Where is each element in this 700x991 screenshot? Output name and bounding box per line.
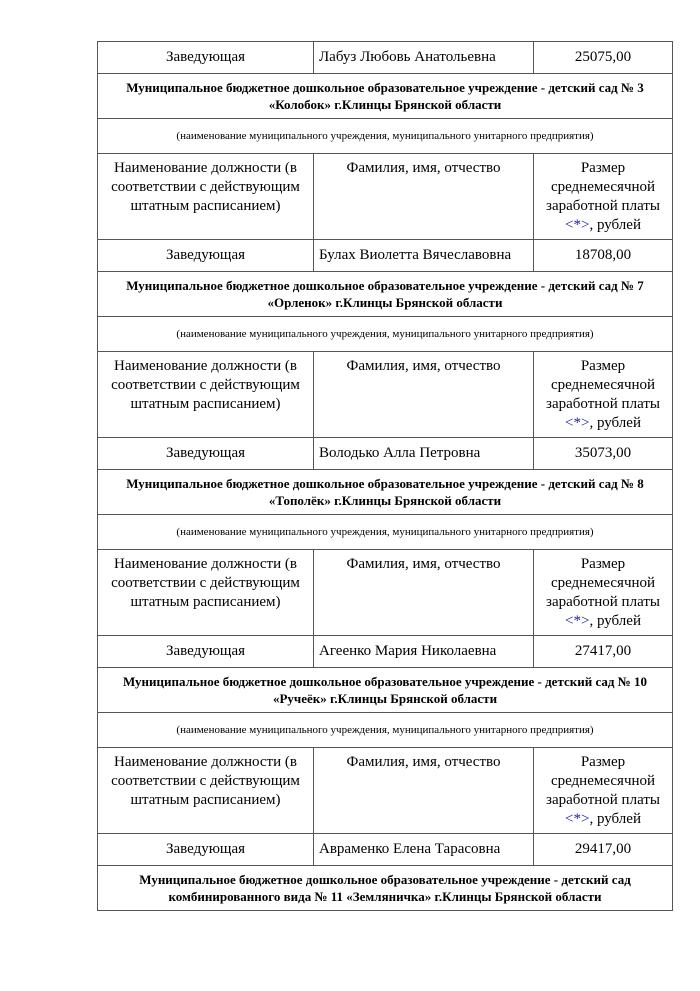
caption-row <box>98 119 673 154</box>
institution-name: Муниципальное бюджетное дошкольное образовательное учреждение - детский сад № 7 «Орленок» г.Клинцы Брянской области <box>98 272 673 317</box>
header-salary <box>534 154 673 240</box>
header-salary-label: Размер среднемесячной заработной платы <box>546 160 660 214</box>
footnote-link[interactable]: <*> <box>565 811 590 827</box>
caption-row <box>98 317 673 352</box>
header-salary-unit: , рублей <box>589 415 641 431</box>
institution-name: Муниципальное бюджетное дошкольное образовательное учреждение - детский сад № 8 «Тополёк» г.Клинцы Брянской области <box>98 470 673 515</box>
salary-cell: 27417,00 <box>534 636 673 668</box>
salary-cell: 18708,00 <box>534 240 673 272</box>
salary-cell: 25075,00 <box>534 42 673 74</box>
salary-cell: 29417,00 <box>534 834 673 866</box>
header-salary <box>534 352 673 438</box>
salary-cell: 35073,00 <box>534 438 673 470</box>
position-row <box>98 834 673 866</box>
column-header-row <box>98 154 673 240</box>
header-full-name: Фамилия, имя, отчество <box>314 154 534 240</box>
header-position-title: Наименование должности (в соответствии с действующим штатным расписанием) <box>98 352 314 438</box>
caption-row <box>98 515 673 550</box>
footnote-link[interactable]: <*> <box>565 415 590 431</box>
position-cell: Заведующая <box>98 240 314 272</box>
header-full-name: Фамилия, имя, отчество <box>314 352 534 438</box>
header-salary-unit: , рублей <box>589 811 641 827</box>
institution-caption: (наименование муниципального учреждения, муниципального унитарного предприятия) <box>98 515 673 550</box>
full-name-cell: Булах Виолетта Вячеславовна <box>314 240 534 272</box>
header-salary-unit: , рублей <box>589 217 641 233</box>
institution-name: Муниципальное бюджетное дошкольное образовательное учреждение - детский сад № 10 «Ручеёк» г.Клинцы Брянской области <box>98 668 673 713</box>
institution-name: Муниципальное бюджетное дошкольное образовательное учреждение - детский сад комбинированного вида № 11 «Земляничка» г.Клинцы Брянской области <box>98 866 673 911</box>
institution-caption: (наименование муниципального учреждения, муниципального унитарного предприятия) <box>98 713 673 748</box>
header-position-title: Наименование должности (в соответствии с действующим штатным расписанием) <box>98 154 314 240</box>
salary-table-body <box>98 42 673 911</box>
position-row <box>98 438 673 470</box>
full-name-cell: Лабуз Любовь Анатольевна <box>314 42 534 74</box>
institution-caption: (наименование муниципального учреждения, муниципального унитарного предприятия) <box>98 119 673 154</box>
footnote-link[interactable]: <*> <box>565 217 590 233</box>
position-cell: Заведующая <box>98 834 314 866</box>
institution-name-row <box>98 272 673 317</box>
header-full-name: Фамилия, имя, отчество <box>314 550 534 636</box>
institution-name-row <box>98 668 673 713</box>
column-header-row <box>98 748 673 834</box>
column-header-row <box>98 352 673 438</box>
position-cell: Заведующая <box>98 438 314 470</box>
institution-name: Муниципальное бюджетное дошкольное образовательное учреждение - детский сад № 3 «Колобок» г.Клинцы Брянской области <box>98 74 673 119</box>
full-name-cell: Агеенко Мария Николаевна <box>314 636 534 668</box>
position-cell: Заведующая <box>98 636 314 668</box>
header-salary-label: Размер среднемесячной заработной платы <box>546 358 660 412</box>
header-salary <box>534 748 673 834</box>
full-name-cell: Авраменко Елена Тарасовна <box>314 834 534 866</box>
header-salary-unit: , рублей <box>589 613 641 629</box>
header-salary-label: Размер среднемесячной заработной платы <box>546 556 660 610</box>
salary-table <box>97 41 673 911</box>
full-name-cell: Володько Алла Петровна <box>314 438 534 470</box>
institution-name-row <box>98 866 673 911</box>
header-full-name: Фамилия, имя, отчество <box>314 748 534 834</box>
institution-caption: (наименование муниципального учреждения, муниципального унитарного предприятия) <box>98 317 673 352</box>
header-salary <box>534 550 673 636</box>
header-salary-label: Размер среднемесячной заработной платы <box>546 754 660 808</box>
position-row <box>98 636 673 668</box>
institution-name-row <box>98 470 673 515</box>
position-row <box>98 240 673 272</box>
institution-name-row <box>98 74 673 119</box>
footnote-link[interactable]: <*> <box>565 613 590 629</box>
position-cell: Заведующая <box>98 42 314 74</box>
caption-row <box>98 713 673 748</box>
header-position-title: Наименование должности (в соответствии с действующим штатным расписанием) <box>98 748 314 834</box>
column-header-row <box>98 550 673 636</box>
position-row <box>98 42 673 74</box>
header-position-title: Наименование должности (в соответствии с действующим штатным расписанием) <box>98 550 314 636</box>
